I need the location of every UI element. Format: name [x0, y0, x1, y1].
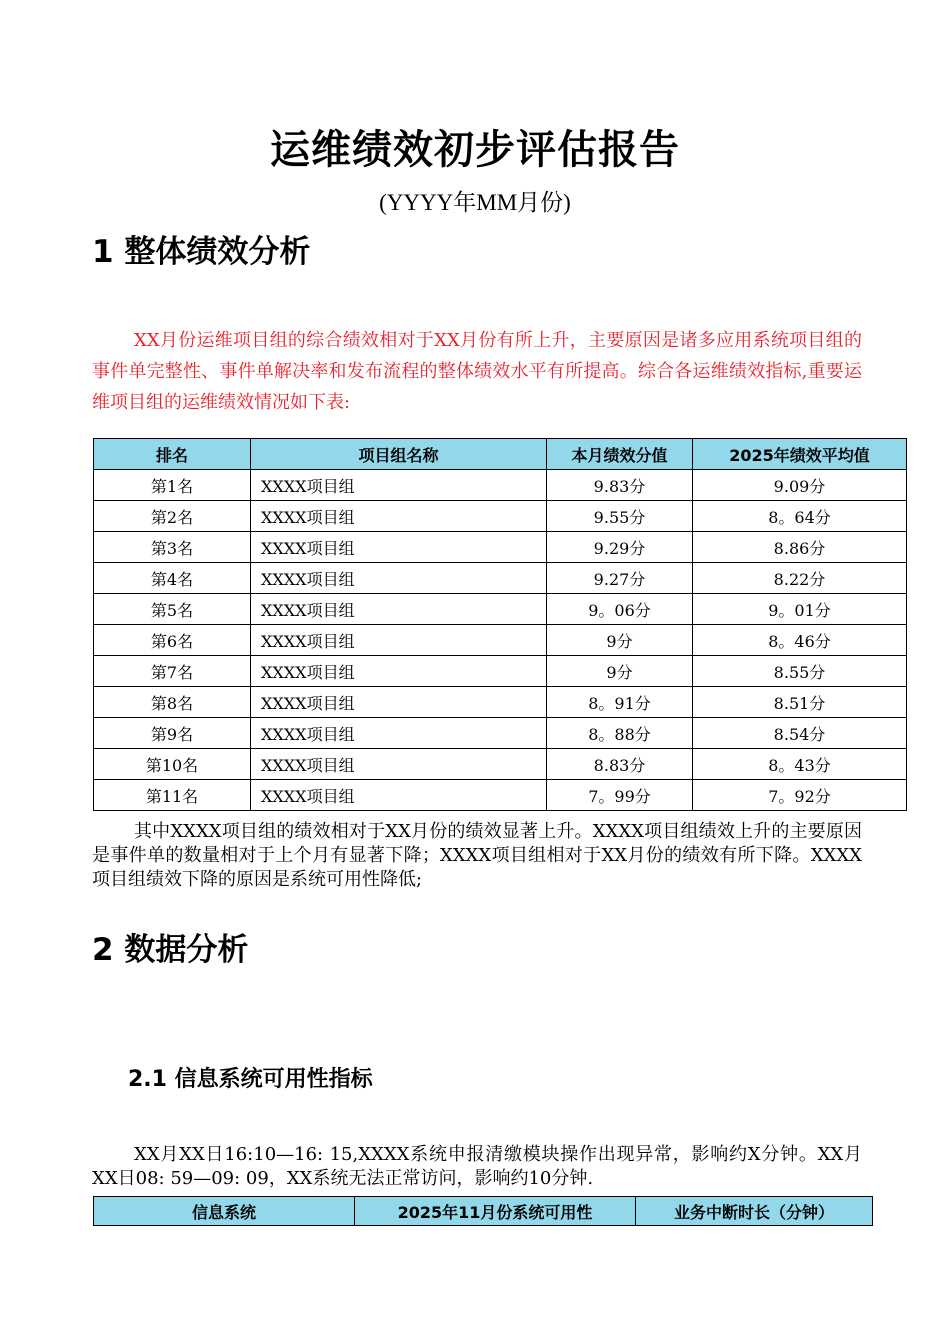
header-information-system: 信息系统 [94, 1197, 355, 1226]
section-2-heading: 2 数据分析 [92, 932, 249, 968]
header-interruption-duration: 业务中断时长（分钟） [636, 1197, 873, 1226]
table-row [94, 656, 907, 687]
monthly-score-cell: 9.55分 [547, 501, 693, 532]
performance-ranking-table [93, 438, 907, 811]
yearly-average-cell: 8.54分 [693, 718, 907, 749]
team-name-cell: XXXX项目组 [251, 563, 547, 594]
team-name-cell: XXXX项目组 [251, 780, 547, 811]
document-subtitle: (YYYY年MM月份) [379, 190, 571, 215]
monthly-score-cell: 8.83分 [547, 749, 693, 780]
section-1-heading: 1 整体绩效分析 [92, 234, 311, 270]
rank-cell: 第10名 [94, 749, 251, 780]
monthly-score-cell: 9。06分 [547, 594, 693, 625]
yearly-average-cell: 8。46分 [693, 625, 907, 656]
table-header-row [94, 1197, 873, 1226]
team-name-cell: XXXX项目组 [251, 470, 547, 501]
monthly-score-cell: 9分 [547, 656, 693, 687]
rank-cell: 第4名 [94, 563, 251, 594]
section-1-intro: XX月份运维项目组的综合绩效相对于XX月份有所上升，主要原因是诸多应用系统项目组的事件单完整性、事件单解决率和发布流程的整体绩效水平有所提高。综合各运维绩效指标,重要运维项目组的运维绩效情况如下表: [92, 330, 862, 413]
rank-cell: 第6名 [94, 625, 251, 656]
team-name-cell: XXXX项目组 [251, 749, 547, 780]
rank-cell: 第7名 [94, 656, 251, 687]
header-team-name: 项目组名称 [251, 439, 547, 470]
rank-cell: 第1名 [94, 470, 251, 501]
table-header-row [94, 439, 907, 470]
availability-description: XX月XX日16:10—16: 15,XXXX系统申报清缴模块操作出现异常，影响约X分钟。XX月XX日08: 59—09: 09，XX系统无法正常访问，影响约10分钟. [92, 1144, 862, 1189]
document-title: 运维绩效初步评估报告 [270, 127, 680, 173]
monthly-score-cell: 9.27分 [547, 563, 693, 594]
yearly-average-cell: 8.51分 [693, 687, 907, 718]
monthly-score-cell: 8。88分 [547, 718, 693, 749]
yearly-average-cell: 8。64分 [693, 501, 907, 532]
monthly-score-cell: 7。99分 [547, 780, 693, 811]
table-row [94, 687, 907, 718]
section-1-conclusion: 其中XXXX项目组的绩效相对于XX月份的绩效显著上升。XXXX项目组绩效上升的主要原因是事件单的数量相对于上个月有显著下降；XXXX项目组相对于XX月份的绩效有所下降。XXXX项目组绩效下降的原因是系统可用性降低; [92, 821, 862, 890]
yearly-average-cell: 7。92分 [693, 780, 907, 811]
monthly-score-cell: 9.29分 [547, 532, 693, 563]
yearly-average-cell: 8。43分 [693, 749, 907, 780]
rank-cell: 第3名 [94, 532, 251, 563]
monthly-score-cell: 8。91分 [547, 687, 693, 718]
team-name-cell: XXXX项目组 [251, 656, 547, 687]
system-availability-table [93, 1196, 873, 1226]
header-system-availability: 2025年11月份系统可用性 [355, 1197, 636, 1226]
table-row [94, 718, 907, 749]
yearly-average-cell: 9。01分 [693, 594, 907, 625]
header-monthly-score: 本月绩效分值 [547, 439, 693, 470]
rank-cell: 第9名 [94, 718, 251, 749]
header-yearly-average: 2025年绩效平均值 [693, 439, 907, 470]
table-row [94, 625, 907, 656]
table-row [94, 501, 907, 532]
section-2-1-heading: 2.1 信息系统可用性指标 [128, 1067, 373, 1092]
team-name-cell: XXXX项目组 [251, 594, 547, 625]
team-name-cell: XXXX项目组 [251, 532, 547, 563]
team-name-cell: XXXX项目组 [251, 501, 547, 532]
rank-cell: 第5名 [94, 594, 251, 625]
rank-cell: 第8名 [94, 687, 251, 718]
table-row [94, 780, 907, 811]
team-name-cell: XXXX项目组 [251, 625, 547, 656]
yearly-average-cell: 8.55分 [693, 656, 907, 687]
yearly-average-cell: 8.86分 [693, 532, 907, 563]
monthly-score-cell: 9分 [547, 625, 693, 656]
table-row [94, 749, 907, 780]
table-row [94, 470, 907, 501]
monthly-score-cell: 9.83分 [547, 470, 693, 501]
table-row [94, 594, 907, 625]
table-row [94, 563, 907, 594]
rank-cell: 第2名 [94, 501, 251, 532]
team-name-cell: XXXX项目组 [251, 687, 547, 718]
rank-cell: 第11名 [94, 780, 251, 811]
yearly-average-cell: 9.09分 [693, 470, 907, 501]
team-name-cell: XXXX项目组 [251, 718, 547, 749]
table-row [94, 532, 907, 563]
yearly-average-cell: 8.22分 [693, 563, 907, 594]
header-rank: 排名 [94, 439, 251, 470]
